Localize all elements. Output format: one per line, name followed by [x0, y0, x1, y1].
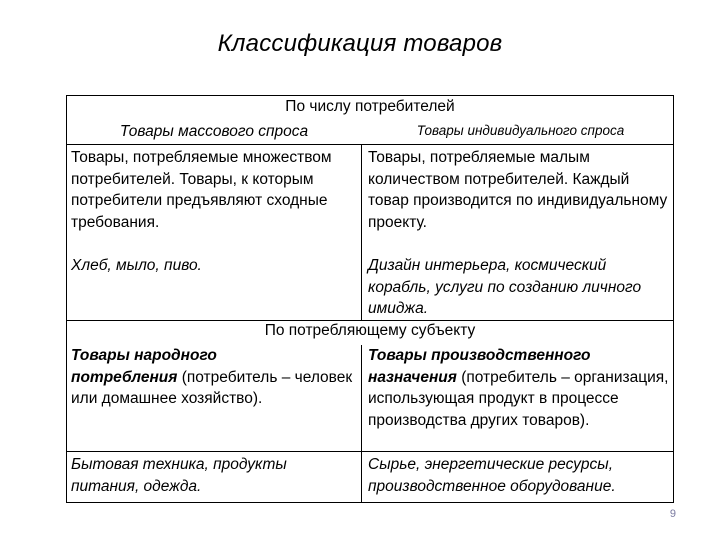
industrial-goods-heading-1: Товары производственного — [368, 347, 591, 364]
column-divider — [361, 345, 362, 502]
divider-line — [67, 144, 673, 145]
consumers-heading-row — [67, 121, 673, 143]
consumers-example-row — [67, 255, 673, 321]
page-number: 9 — [669, 508, 676, 520]
industrial-goods-text: (потребитель – организация, использующая продукт в процессе производства других товаров). — [368, 368, 669, 429]
section-header-subject — [67, 322, 673, 340]
individual-demand-example: Дизайн интерьера, космический корабль, услуги по созданию личного имиджа. — [368, 257, 642, 317]
mass-demand-heading: Товары массового спроса — [119, 123, 309, 140]
divider-line — [67, 451, 673, 452]
consumer-goods-heading-2: потребления — [71, 368, 178, 386]
section-header-consumers — [67, 98, 673, 116]
subject-example-row — [67, 454, 673, 500]
section-header-consumers-text: По числу потребителей — [285, 98, 455, 115]
consumer-goods-example: Бытовая техника, продукты питания, одежда. — [71, 456, 287, 495]
classification-table — [66, 95, 674, 503]
industrial-goods-example: Сырье, энергетические ресурсы, производственное оборудование. — [368, 456, 616, 495]
consumer-goods-heading-1: Товары народного — [71, 347, 217, 364]
consumers-desc-row — [67, 147, 673, 257]
divider-line — [67, 320, 673, 321]
industrial-goods-heading-2: назначения — [368, 368, 457, 386]
industrial-goods-description — [365, 345, 673, 431]
individual-demand-description: Товары, потребляемые малым количеством потребителей. Каждый товар производится по индивидуальному проекту. — [368, 149, 668, 231]
slide-title: Классификация товаров — [217, 30, 503, 57]
section-header-subject-text: По потребляющему субъекту — [264, 322, 476, 339]
column-divider — [361, 144, 362, 320]
mass-demand-example: Хлеб, мыло, пиво. — [71, 257, 202, 274]
individual-demand-heading: Товары индивидуального спроса — [416, 123, 625, 138]
consumer-goods-description — [67, 345, 357, 410]
subject-desc-row — [67, 345, 673, 451]
consumer-goods-text: (потребитель – человек или домашнее хозяйство). — [71, 368, 353, 407]
mass-demand-description: Товары, потребляемые множеством потребителей. Товары, к которым потребители предъявляют сходные требования. — [71, 149, 332, 231]
